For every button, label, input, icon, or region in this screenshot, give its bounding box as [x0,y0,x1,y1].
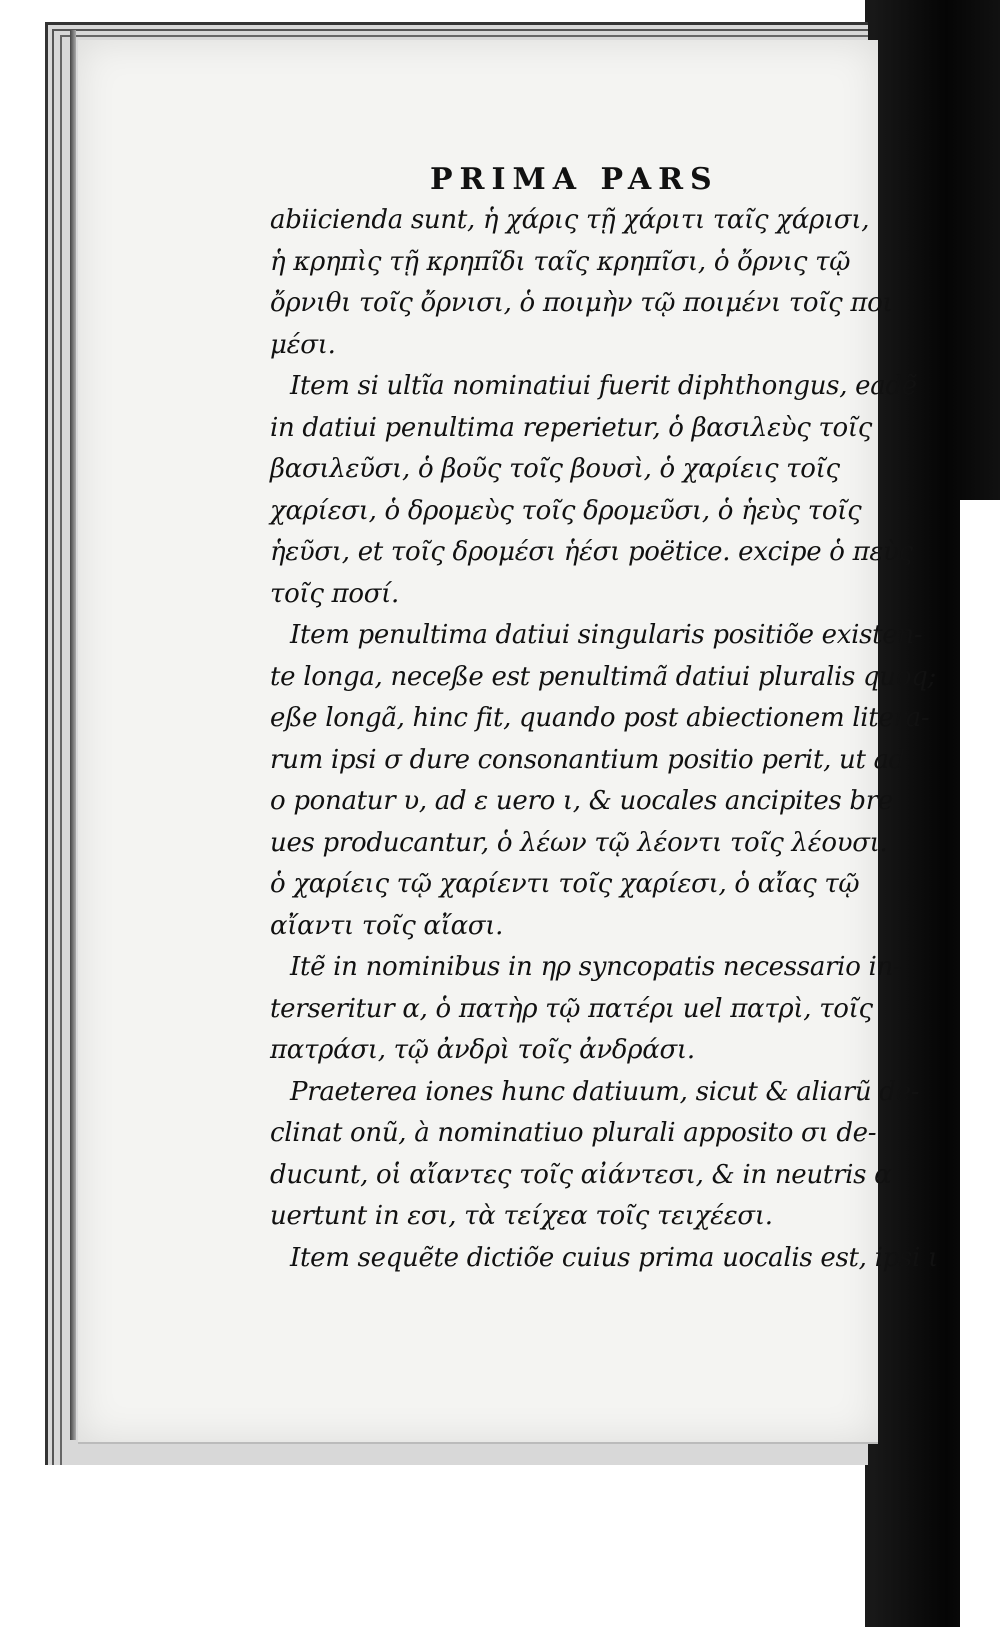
scanner-margin [960,500,1000,1627]
text-line: μέσι. [270,329,336,360]
text-line: ἡ κρηπὶς τῇ κρηπῖδι ταῖς κρηπῖσι, ὁ ὄρνις τῷ [270,246,851,277]
text-line: αἴαντι τοῖς αἴασι. [270,910,504,941]
text-line: Praeterea iones hunc datiuum, sicut & aliarũ de- [290,1076,920,1107]
text-line: te longa, neceße est penultimã datiui pluralis quoq; [270,661,936,692]
text-line: πατράσι, τῷ ἀνδρὶ τοῖς ἀνδράσι. [270,1035,695,1065]
text-line: in datiui penultima reperietur, ὁ βασιλεὺς τοῖς [270,412,873,443]
text-line: Item sequẽte dictiõe cuius prima uocalis est, ipsi ι [290,1242,938,1273]
text-line: ὁ χαρίεις τῷ χαρίεντι τοῖς χαρίεσι, ὁ αἴας τῷ [270,869,860,899]
text-line: eße longã, hinc fit, quando post abiectionem litera- [270,703,930,733]
page-fore-edge [70,30,76,1440]
text-line: rum ipsi σ dure consonantium positio perit, ut ad [270,744,906,775]
text-line: Itẽ in nominibus in ηρ syncopatis necessario in- [290,952,902,982]
text-line: Item penultima datiui singularis positiõe existen- [290,620,923,650]
text-line: ues producantur, ὁ λέων τῷ λέοντι τοῖς λέουσι. [270,827,888,858]
text-line: ἡεῦσι, et τοῖς δρομέσι ἡέσι poëtice. excipe ὁ πεὺς [270,537,913,567]
body-text [270,200,938,1279]
text-line: abiicienda sunt, ἡ χάρις τῇ χάριτι ταῖς χάρισι, [270,205,870,235]
text-line: terseritur α, ὁ πατὴρ τῷ πατέρι uel πατρὶ, τοῖς [270,993,873,1024]
text-line: clinat onũ, à nominatiuo plurali apposito σι de- [270,1118,877,1148]
text-line: ο ponatur υ, ad ε uero ι, & uocales ancipites bre [270,786,893,816]
text-line: τοῖς ποσί. [270,578,400,609]
text-line: uertunt in εσι, τὰ τείχεα τοῖς τειχέεσι. [270,1201,773,1231]
running-head: PRIMA PARS [430,162,719,197]
text-line: Item si ultĩa nominatiui fuerit diphthongus, eadẽ [290,371,917,401]
text-line: ὄρνιθι τοῖς ὄρνισι, ὁ ποιμὴν τῷ ποιμένι τοῖς ποι [270,288,893,318]
text-line: ducunt, οἱ αἴαντες τοῖς αἰάντεσι, & in neutris α [270,1159,892,1190]
text-line: βασιλεῦσι, ὁ βοῦς τοῖς βουσὶ, ὁ χαρίεις τοῖς [270,454,840,484]
text-line: χαρίεσι, ὁ δρομεὺς τοῖς δρομεῦσι, ὁ ἡεὺς τοῖς [270,495,862,526]
